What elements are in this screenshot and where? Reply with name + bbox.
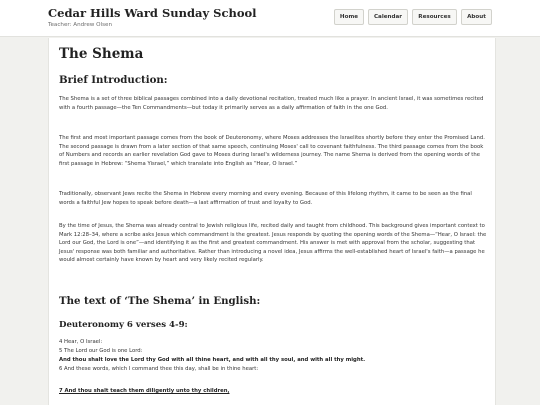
- intro-paragraph-3: Traditionally, observant Jews recite the Shema in Hebrew every morning and every evening. Because of this lifelong rhythm, it came to be seen as the final words a faithful Jew hopes to speak before death—a last affirmation of trust and loyalty to God.: [59, 191, 472, 206]
- deuteronomy-heading: Deuteronomy 6 verses 4-9:: [59, 320, 188, 330]
- verse-5-love: And thou shalt love the Lord thy God with all thine heart, and with all thy soul, and with all thy might.: [59, 357, 366, 363]
- intro-paragraph-1: The Shema is a set of three biblical passages combined into a daily devotional recitation, treated much like a prayer. In ancient Israel, it was sometimes recited with a fourth passage—the Ten Commandments—but today it primarily serves as a daily affirmation of faith in the one God.: [59, 96, 484, 111]
- verse-7: 7 And thou shalt teach them diligently unto thy children,: [59, 388, 230, 394]
- shema-text-heading: The text of ‘The Shema’ in English:: [59, 295, 261, 307]
- intro-paragraph-4: By the time of Jesus, the Shema was already central to Jewish religious life, recited daily and taught from childhood. This background gives important context to Mark 12:28–34, where a scribe asks Jesus which commandment is the greatest. Jesus responds by quoting the opening words of the Shema—“Hear, O Israel: the Lord our God, the Lord is one”—and identifying it as the first and greatest commandment. His answer is met with approval from the scholar, suggesting that Jesus' response was both familiar and authoritative. Rather than introducing a novel idea, Jesus affirms the well-established heart of Israel's faith—a passage he would almost certainly have known by heart and very likely recited regularly.: [59, 223, 487, 264]
- main-content-card: [48, 38, 496, 405]
- verse-5: 5 The Lord our God is one Lord:: [59, 348, 143, 354]
- page-title: The Shema: [59, 46, 144, 62]
- intro-heading: Brief Introduction:: [59, 74, 168, 86]
- intro-paragraph-2: The first and most important passage comes from the book of Deuteronomy, where Moses addresses the Israelites shortly before they enter the Promised Land. The second passage is drawn from a later section of that same speech, continuing Moses' call to covenant faithfulness. The third passage comes from the book of Numbers and records an earlier revelation God gave to Moses during Israel's wilderness journey. The name Shema is derived from the opening words of the first passage in Hebrew: “Shema Yisrael,” which translate into English as “Hear, O Israel.”: [59, 135, 485, 167]
- verse-4: 4 Hear, O Israel:: [59, 339, 103, 345]
- nav-home-button[interactable]: Home: [334, 9, 364, 25]
- nav-about-button[interactable]: About: [461, 9, 492, 25]
- nav-calendar-button[interactable]: Calendar: [368, 9, 408, 25]
- teacher-name: Teacher: Andrew Olsen: [48, 22, 113, 28]
- nav-resources-button[interactable]: Resources: [412, 9, 457, 25]
- site-title[interactable]: Cedar Hills Ward Sunday School: [48, 6, 257, 20]
- site-header: [0, 0, 540, 37]
- verse-6: 6 And these words, which I command thee this day, shall be in thine heart:: [59, 366, 259, 372]
